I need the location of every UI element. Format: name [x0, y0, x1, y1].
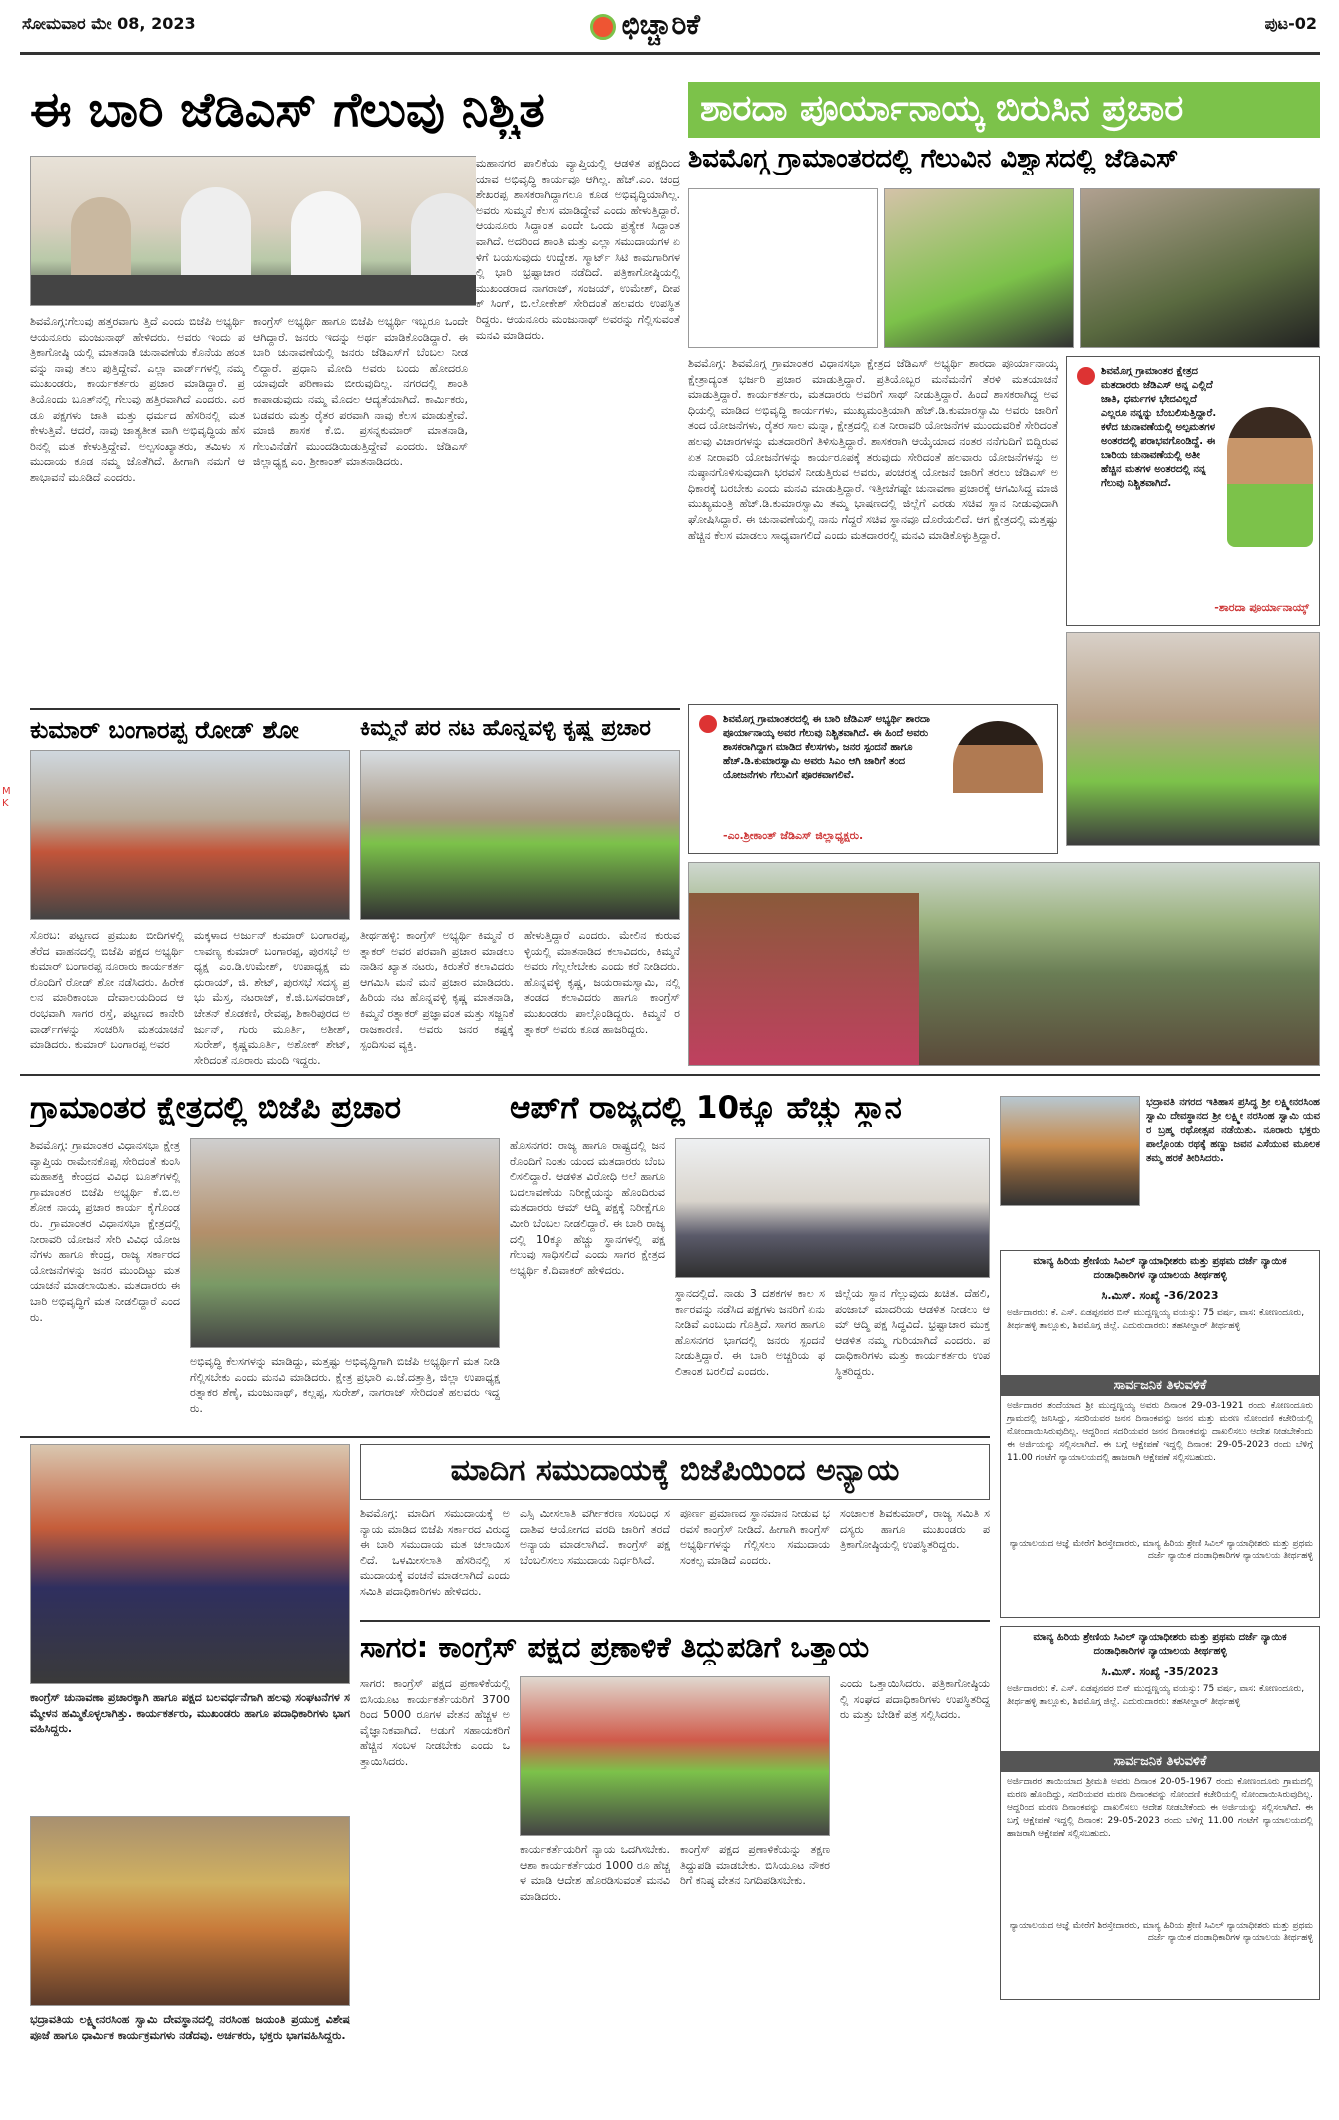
story1-col3: ಮಹಾನಗರ ಪಾಲಿಕೆಯ ವ್ಯಾಪ್ತಿಯಲ್ಲಿ ಆಡಳಿತ ಪಕ್ಷದಿಂದ ಯಾವ ಅಭಿವೃದ್ಧಿ ಕಾರ್ಯವೂ ಆಗಿಲ್ಲ. ಹೆಚ್.ಎಂ. ಚಂದ್ರಶೇಖರಪ್ಪ ಶಾಸಕರಾಗಿದ್ದಾಗಲೂ ಕೂಡ ಅಭಿವೃದ್ಧಿಯಾಗಿಲ್ಲ. ಅವರು ಸುಮ್ಮನೆ ಕೆಲಸ ಮಾಡಿದ್ದೇವೆ ಎಂದು ಹೇಳುತ್ತಿದ್ದಾರೆ. ಆಯನೂರು ಸಿದ್ದಾಂತ ಎಂದೇ ಒಂದು ಪ್ರತ್ಯೇಕ ಸಿದ್ದಾಂತವಾಗಿದೆ. ಅದರಿಂದ ಶಾಂತಿ ಮತ್ತು ಎಲ್ಲಾ ಸಮುದಾಯಗಳ ಏಳಿಗೆ ಬಯಸುವುದು ಉದ್ದೇಶ. ಸ್ಮಾರ್ಟ್ ಸಿಟಿ ಕಾಮಗಾರಿಗಳಲ್ಲಿ ಭಾರಿ ಭ್ರಷ್ಟಾಚಾರ ನಡೆದಿದೆ. ಪತ್ರಿಕಾಗೋಷ್ಠಿಯಲ್ಲಿ ಮುಖಂಡರಾದ ನಾಗರಾಜ್, ಸಂಜಯ್, ಉಮೇಶ್, ದೀಪಕ್ ಸಿಂಗ್, ಬಿ.ಲೋಕೇಶ್ ಸೇರಿದಂತೆ ಹಲವರು ಉಪಸ್ಥಿತರಿದ್ದರು. ಆಯನೂರು ಮಂಜುನಾಥ್ ಅವರನ್ನು ಗೆಲ್ಲಿಸುವಂತೆ ಮನವಿ ಮಾಡಿದರು.: [476, 156, 680, 704]
notice2-court: ಮಾನ್ಯ ಹಿರಿಯ ಶ್ರೇಣಿಯ ಸಿವಿಲ್ ನ್ಯಾಯಾಧೀಶರು ಮತ್ತು ಪ್ರಥಮ ದರ್ಜೆ ನ್ಯಾಯಿಕ ದಂಡಾಧಿಕಾರಿಗಳ ನ್ಯಾಯಾಲಯ ತೀರ್ಥಹಳ್ಳಿ: [1033, 1632, 1287, 1657]
story2-quote1-box: [1066, 356, 1320, 626]
notice2-case: ಸಿ.ಮಿಸ್. ಸಂಖ್ಯೆ -35/2023: [1101, 1665, 1219, 1678]
notice1-title: ಸಾರ್ವಜನಿಕ ತಿಳುವಳಿಕೆ: [1001, 1375, 1319, 1396]
story2-headline-bar: [688, 82, 1320, 138]
story8-col2: ಎಸ್ಸಿ ಮೀಸಲಾತಿ ವರ್ಗೀಕರಣ ಸಂಬಂಧ ಸದಾಶಿವ ಆಯೋಗದ ವರದಿ ಜಾರಿಗೆ ತರದೆ ಅನ್ಯಾಯ ಮಾಡಲಾಗಿದೆ. ಕಾಂಗ್ರೆಸ್ ಪಕ್ಷ ಬೆಂಬಲಿಸಲು ಸಮುದಾಯ ನಿರ್ಧರಿಸಿದೆ.: [520, 1506, 670, 1616]
story2-quote2-sig: -ಎಂ.ಶ್ರೀಕಾಂತ್ ಜೆಡಿಎಸ್ ಜಿಲ್ಲಾಧ್ಯಕ್ಷರು.: [723, 829, 864, 842]
story9-col2: ಕಾರ್ಯಕರ್ತೆಯರಿಗೆ ನ್ಯಾಯ ಒದಗಿಸಬೇಕು. ಆಶಾ ಕಾರ್ಯಕರ್ತೆಯರ 1000 ರೂ ಹೆಚ್ಚಳ ಮಾಡಿ ಆದೇಶ ಹೊರಡಿಸುವಂತೆ ಮನವಿ ಮಾಡಿದರು.: [520, 1842, 670, 2112]
photo-caption2: ಭದ್ರಾವತಿಯ ಲಕ್ಷ್ಮೀನರಸಿಂಹ ಸ್ವಾಮಿ ದೇವಸ್ಥಾನದಲ್ಲಿ ನರಸಿಂಹ ಜಯಂತಿ ಪ್ರಯುಕ್ತ ವಿಶೇಷ ಪೂಜೆ ಹಾಗೂ ಧಾರ್ಮಿಕ ಕಾರ್ಯಕ್ರಮಗಳು ನಡೆದವು. ಅರ್ಚಕರು, ಭಕ್ತರು ಭಾಗವಹಿಸಿದ್ದರು.: [30, 2012, 350, 2112]
story9-col1: ಸಾಗರ: ಕಾಂಗ್ರೆಸ್ ಪಕ್ಷದ ಪ್ರಣಾಳಿಕೆಯಲ್ಲಿ ಬಿಸಿಯೂಟ ಕಾರ್ಯಕರ್ತೆಯರಿಗೆ 3700 ರಿಂದ 5000 ರೂಗಳ ವೇತನ ಹೆಚ್ಚಳ ಅವೈಜ್ಞಾನಿಕವಾಗಿದೆ. ಅಡುಗೆ ಸಹಾಯಕರಿಗೆ ಹೆಚ್ಚಿನ ಸಂಬಳ ನೀಡಬೇಕು ಎಂದು ಒತ್ತಾಯಿಸಿದರು.: [360, 1676, 510, 2112]
divider: [20, 1436, 990, 1438]
story9-photo: [520, 1676, 830, 1836]
story2-quote1: ಶಿವಮೊಗ್ಗ ಗ್ರಾಮಾಂತರ ಕ್ಷೇತ್ರದ ಮತದಾರರು ಜೆಡಿಎಸ್ ಅನ್ನ ಎಲ್ಲಿದೆ ಜಾತಿ, ಧರ್ಮಗಳ ಭೇದವಿಲ್ಲದೆ ಎಲ್ಲರೂ ನನ್ನನ್ನು ಬೆಂಬಲಿಸುತ್ತಿದ್ದಾರೆ. ಕಳೆದ ಚುನಾವಣೆಯಲ್ಲಿ ಅಲ್ಪಮತಗಳ ಅಂತರದಲ್ಲಿ ಪರಾಭವಗೊಂಡಿದ್ದೆ. ಈ ಬಾರಿಯ ಚುನಾವಣೆಯಲ್ಲಿ ಅತೀ ಹೆಚ್ಚಿನ ಮತಗಳ ಅಂತರದಲ್ಲಿ ನನ್ನ ಗೆಲುವು ನಿಶ್ಚಿತವಾಗಿದೆ.: [1101, 366, 1217, 489]
masthead-date: ಸೋಮವಾರ ಮೇ 08, 2023: [22, 14, 196, 33]
story4-headline: ಕಿಮ್ಮನೆ ಪರ ನಟ ಹೊನ್ನವಳ್ಳಿ ಕೃಷ್ಣ ಪ್ರಚಾರ: [360, 716, 651, 741]
story1-col1: ಶಿವಮೊಗ್ಗ:ಗೆಲುವು ಹತ್ತರವಾಗು ತ್ತಿದೆ ಎಂದು ಬಿಜೆಪಿ ಅಭ್ಯರ್ಥಿ ಆಯನೂರು ಮಂಜುನಾಥ್ ಹೇಳಿದರು. ಅವರು ಇಂದು ಪತ್ರಿಕಾಗೋಷ್ಠಿ ಯಲ್ಲಿ ಮಾತನಾಡಿ ಚುನಾವಣೆಯ ಕೊನೆಯ ಹಂತವನ್ನು ನಾವು ತಲು ಪುತ್ತಿದ್ದೇವೆ. ಎಲ್ಲಾ ವಾರ್ಡ್‌ಗಳಲ್ಲಿ ನಮ್ಮ ಮುಖಂಡರು, ಕಾರ್ಯಕರ್ತರು ಪ್ರಚಾರ ಮಾಡಿದ್ದಾರೆ. ಪ್ರತಿಯೊಂದು ಬೂತ್‌ನಲ್ಲಿ ಗೆಲುವು ಹತ್ತಿರವಾಗಿದೆ ಎಂದರು. ಎರಡೂ ಪಕ್ಷಗಳು ಜಾತಿ ಮತ್ತು ಧರ್ಮದ ಹೆಸರಿನಲ್ಲಿ ಮತ ಕೇಳುತ್ತಿವೆ. ಆದರೆ, ನಾವು ಜಾತ್ಯತೀತ ವಾಗಿ ಅಭಿವೃದ್ಧಿಯ ಹೆಸರಿನಲ್ಲಿ ಮತ ಕೇಳುತ್ತಿದ್ದೇವೆ. ಅಲ್ಪಸಂಖ್ಯಾತರು, ತಮಿಳು ಸಮುದಾಯ ಕೂಡ ನಮ್ಮ ಜೊತೆಗಿದೆ. ಹೀಗಾಗಿ ನಮಗೆ ಆಶಾಭಾವನೆ ಮೂಡಿದೆ ಎಂದರು.: [30, 314, 245, 704]
story1-headline: ಈ ಬಾರಿ ಜೆಡಿಎಸ್ ಗೆಲುವು ನಿಶ್ಚಿತ: [30, 82, 545, 138]
story6-col3: ಜಿಲ್ಲೆಯ ಸ್ಥಾನ ಗೆಲ್ಲುವುದು ಖಚಿತ. ದೆಹಲಿ, ಪಂಜಾಬ್ ಮಾದರಿಯ ಆಡಳಿತ ನೀಡಲು ಆಮ್ ಆದ್ಮಿ ಪಕ್ಷ ಸಿದ್ಧವಿದೆ. ಭ್ರಷ್ಟಾಚಾರ ಮುಕ್ತ ಆಡಳಿತ ನಮ್ಮ ಗುರಿಯಾಗಿದೆ ಎಂದರು. ಪದಾಧಿಕಾರಿಗಳು ಮತ್ತು ಕಾರ್ಯಕರ್ತರು ಉಪಸ್ಥಿತರಿದ್ದರು.: [835, 1286, 990, 1428]
story5-col2: ಅಭಿವೃದ್ಧಿ ಕೆಲಸಗಳನ್ನು ಮಾಡಿದ್ದು, ಮತ್ತಷ್ಟು ಅಭಿವೃದ್ಧಿಗಾಗಿ ಬಿಜೆಪಿ ಅಭ್ಯರ್ಥಿಗೆ ಮತ ನೀಡಿ ಗೆಲ್ಲಿಸಬೇಕು ಎಂದು ಮನವಿ ಮಾಡಿದರು. ಕ್ಷೇತ್ರ ಪ್ರಭಾರಿ ಎ.ಜೆ.ದತ್ತಾತ್ರಿ, ಜಿಲ್ಲಾ ಉಪಾಧ್ಯಕ್ಷ ರತ್ನಾಕರ ಶೆಣೈ, ಮಂಜುನಾಥ್, ಕಲ್ಲಪ್ಪ, ಸುರೇಶ್, ನಾಗರಾಜ್ ಸೇರಿದಂತೆ ಹಲವರು ಇದ್ದರು.: [190, 1354, 500, 1428]
divider: [30, 708, 680, 710]
story9-col3: ಕಾಂಗ್ರೆಸ್ ಪಕ್ಷದ ಪ್ರಣಾಳಿಕೆಯನ್ನು ತಕ್ಷಣ ತಿದ್ದುಪಡಿ ಮಾಡಬೇಕು. ಬಿಸಿಯೂಟ ನೌಕರರಿಗೆ ಕನಿಷ್ಠ ವೇತನ ನಿಗದಿಪಡಿಸಬೇಕು.: [680, 1842, 830, 2112]
story8-col3: ಪೂರ್ಣ ಪ್ರಮಾಣದ ಸ್ಥಾನಮಾನ ನೀಡುವ ಭರವಸೆ ಕಾಂಗ್ರೆಸ್ ನೀಡಿದೆ. ಹೀಗಾಗಿ ಕಾಂಗ್ರೆಸ್ ಅಭ್ಯರ್ಥಿಗಳನ್ನು ಗೆಲ್ಲಿಸಲು ಸಮುದಾಯ ಸಂಕಲ್ಪ ಮಾಡಿದೆ ಎಂದರು.: [680, 1506, 830, 1616]
avatar: [1227, 407, 1313, 547]
masthead-rule: [20, 52, 1320, 55]
story5-col1: ಶಿವಮೊಗ್ಗ: ಗ್ರಾಮಾಂತರ ವಿಧಾನಸಭಾ ಕ್ಷೇತ್ರ ವ್ಯಾಪ್ತಿಯ ರಾಮೇನಕೊಪ್ಪ ಸೇರಿದಂತೆ ಕುಂಸಿ ಮಹಾಶಕ್ತಿ ಕೇಂದ್ರದ ವಿವಿಧ ಬೂತ್‌ಗಳಲ್ಲಿ ಗ್ರಾಮಾಂತರ ಬಿಜೆಪಿ ಅಭ್ಯರ್ಥಿ ಕೆ.ಬಿ.ಅಶೋಕ ನಾಯ್ಕ ಪ್ರಚಾರ ಕಾರ್ಯ ಕೈಗೊಂಡರು. ಗ್ರಾಮಾಂತರ ವಿಧಾನಸಭಾ ಕ್ಷೇತ್ರದಲ್ಲಿ ನೀರಾವರಿ ಯೋಜನೆ ಸೇರಿ ವಿವಿಧ ಯೋಜನೆಗಳು ಹಾಗೂ ಕೇಂದ್ರ, ರಾಜ್ಯ ಸರ್ಕಾರದ ಯೋಜನೆಗಳನ್ನು ಜನರ ಮುಂದಿಟ್ಟು ಮತಯಾಚನೆ ಮಾಡಲಾಯಿತು. ಮತದಾರರು ಈ ಬಾರಿ ಅಭಿವೃದ್ಧಿಗೆ ಮತ ನೀಡಲಿದ್ದಾರೆ ಎಂದರು.: [30, 1138, 180, 1428]
story8-headline-box: [360, 1444, 990, 1500]
story2-body: ಶಿವಮೊಗ್ಗ: ಶಿವಮೊಗ್ಗ ಗ್ರಾಮಾಂತರ ವಿಧಾನಸಭಾ ಕ್ಷೇತ್ರದ ಜೆಡಿಎಸ್ ಅಭ್ಯರ್ಥಿ ಶಾರದಾ ಪೂರ್ಯಾನಾಯ್ಕ ಕ್ಷೇತ್ರಾದ್ಯಂತ ಭರ್ಜರಿ ಪ್ರಚಾರ ಮಾಡುತ್ತಿದ್ದಾರೆ. ಪ್ರತಿಯೊಬ್ಬರ ಮನೆಮನೆಗೆ ತೆರಳಿ ಮತಯಾಚನೆ ಮಾಡುತ್ತಿದ್ದಾರೆ. ಕಾರ್ಯಕರ್ತರು, ಮತದಾರರು ಅವರಿಗೆ ಸಾಥ್ ನೀಡುತ್ತಿದ್ದಾರೆ. ಹಿಂದೆ ಶಾಸಕರಾಗಿದ್ದ ಅವಧಿಯಲ್ಲಿ ಮಾಡಿದ ಅಭಿವೃದ್ಧಿ ಕಾರ್ಯಗಳು, ಮುಖ್ಯಮಂತ್ರಿಯಾಗಿ ಹೆಚ್.ಡಿ.ಕುಮಾರಸ್ವಾಮಿ ಅವರು ಜಾರಿಗೆ ತಂದ ಯೋಜನೆಗಳು, ರೈತರ ಸಾಲ ಮನ್ನಾ, ಕ್ಷೇತ್ರದಲ್ಲಿ ಏತ ನೀರಾವರಿ ಯೋಜನೆಗಳ ಮುಂದುವರಿಕೆ ಸೇರಿದಂತೆ ಹಲವು ವಿಚಾರಗಳನ್ನು ಮತದಾರರಿಗೆ ತಿಳಿಸುತ್ತಿದ್ದಾರೆ. ಶಾಸಕರಾಗಿ ಆಯ್ಕೆಯಾದ ನಂತರ ನನೆಗುದಿಗೆ ಬಿದ್ದಿರುವ ಏತ ನೀರಾವರಿ ಯೋಜನೆಗಳನ್ನು ಕಾರ್ಯರೂಪಕ್ಕೆ ತರುವುದು ಸೇರಿದಂತೆ ಹಲವಾರು ಯೋಜನೆಗಳನ್ನು ಅನುಷ್ಠಾನಗೊಳಿಸುವುದಾಗಿ ಭರವಸೆ ನೀಡುತ್ತಿರುವ ಅವರು, ಪಂಚರತ್ನ ಯೋಜನೆ ಜಾರಿಗೆ ತರಲು ಜೆಡಿಎಸ್ ಅಧಿಕಾರಕ್ಕೆ ಬರಬೇಕು ಎಂದು ಮನವಿ ಮಾಡುತ್ತಿದ್ದಾರೆ. ಇತ್ತೀಚೆಗಷ್ಟೇ ಚುನಾವಣಾ ಪ್ರಚಾರಕ್ಕೆ ಆಗಮಿಸಿದ್ದ ಮಾಜಿ ಮುಖ್ಯಮಂತ್ರಿ ಹೆಚ್.ಡಿ.ಕುಮಾರಸ್ವಾಮಿ ತಮ್ಮ ಭಾಷಣದಲ್ಲಿ ಜಿಲ್ಲೆಗೆ ಎರಡು ಸಚಿವ ಸ್ಥಾನ ನೀಡುವುದಾಗಿ ಘೋಷಿಸಿದ್ದಾರೆ. ಈ ಚುನಾವಣೆಯಲ್ಲಿ ನಾನು ಗೆದ್ದರೆ ಸಚಿವ ಸ್ಥಾನವೂ ದೊರೆಯಲಿದೆ. ಆಗ ಕ್ಷೇತ್ರದಲ್ಲಿ ಮತ್ತಷ್ಟು ಹೆಚ್ಚಿನ ಕೆಲಸ ಮಾಡಲು ಸಾಧ್ಯವಾಗಲಿದೆ ಎಂದು ಮತದಾರರಲ್ಲಿ ಮನವಿ ಮಾಡಿಕೊಳ್ಳುತ್ತಿದ್ದಾರೆ.: [688, 356, 1058, 696]
story2-photo-5: [688, 862, 1320, 1066]
masthead: [0, 0, 1339, 58]
notice2-sign: ನ್ಯಾಯಾಲಯದ ಆಜ್ಞೆ ಮೇರೆಗೆ ಶಿರಸ್ತೇದಾರರು, ಮಾನ್ಯ ಹಿರಿಯ ಶ್ರೇಣಿ ಸಿವಿಲ್ ನ್ಯಾಯಾಧೀಶರು ಮತ್ತು ಪ್ರಥಮ ದರ್ಜೆ ನ್ಯಾಯಿಕ ದಂಡಾಧಿಕಾರಿಗಳ ನ್ಯಾಯಾಲಯ ತೀರ್ಥಹಳ್ಳಿ: [1009, 1921, 1313, 1943]
story4-col1: ತೀರ್ಥಹಳ್ಳಿ: ಕಾಂಗ್ರೆಸ್ ಅಭ್ಯರ್ಥಿ ಕಿಮ್ಮನೆ ರತ್ನಾಕರ್ ಅವರ ಪರವಾಗಿ ಪ್ರಚಾರ ಮಾಡಲು ನಾಡಿನ ಖ್ಯಾತ ನಟರು, ಕಿರುತೆರೆ ಕಲಾವಿದರು ಆಗಮಿಸಿ ಮನೆ ಮನೆ ಪ್ರಚಾರ ಮಾಡಿದರು. ಹಿರಿಯ ನಟ ಹೊನ್ನವಳ್ಳಿ ಕೃಷ್ಣ ಮಾತನಾಡಿ, ಕಿಮ್ಮನೆ ರತ್ನಾಕರ್ ಪ್ರಜ್ಞಾವಂತ ಮತ್ತು ಸಜ್ಜನಿಕೆ ರಾಜಕಾರಣಿ. ಅವರು ಜನರ ಕಷ್ಟಕ್ಕೆ ಸ್ಪಂದಿಸುವ ವ್ಯಕ್ತಿ.: [360, 928, 514, 1068]
story2-photo-2: [884, 188, 1074, 348]
story2-photo-4: [1066, 632, 1320, 846]
story3-headline: ಕುಮಾರ್ ಬಂಗಾರಪ್ಪ ರೋಡ್ ಶೋ: [30, 716, 299, 744]
story4-col2: ಹೇಳುತ್ತಿದ್ದಾರೆ ಎಂದರು. ಮೇಲಿನ ಕುರುವಳ್ಳಿಯಲ್ಲಿ ಮಾತನಾಡಿದ ಕಲಾವಿದರು, ಕಿಮ್ಮನೆ ಅವರು ಗೆಲ್ಲಲೇಬೇಕು ಎಂದು ಕರೆ ನೀಡಿದರು. ಹೊನ್ನವಳ್ಳಿ ಕೃಷ್ಣ, ಜಯರಾಮಸ್ವಾಮಿ, ನಲ್ಲಿ ತಂಡದ ಕಲಾವಿದರು ಹಾಗೂ ಕಾಂಗ್ರೆಸ್ ಮುಖಂಡರು ಪಾಲ್ಗೊಂಡಿದ್ದರು. ಕಿಮ್ಮನೆ ರತ್ನಾಕರ್ ಅವರು ಕೂಡ ಹಾಜರಿದ್ದರು.: [524, 928, 680, 1068]
quote-icon: [1077, 367, 1095, 385]
congress-meeting-photo: [30, 1444, 350, 1684]
story3-col1: ಸೊರಬ: ಪಟ್ಟಣದ ಪ್ರಮುಖ ಬೀದಿಗಳಲ್ಲಿ ತೆರೆದ ವಾಹನದಲ್ಲಿ ಬಿಜೆಪಿ ಪಕ್ಷದ ಅಭ್ಯರ್ಥಿ ಕುಮಾರ್ ಬಂಗಾರಪ್ಪ ನೂರಾರು ಕಾರ್ಯಕರ್ತರೊಂದಿಗೆ ರೋಡ್ ಶೋ ನಡೆಸಿದರು. ಹಿರೇಕಲನ ಮಾರಿಕಾಂಬಾ ದೇವಾಲಯದಿಂದ ಆರಂಭವಾಗಿ ಸಾಗರ ರಸ್ತೆ, ಪಟ್ಟಣದ ಕಾನೇರಿ ವಾರ್ಡ್‌ಗಳನ್ನು ಸಂಚರಿಸಿ ಮತಯಾಚನೆ ಮಾಡಿದರು. ಕುಮಾರ್ ಬಂಗಾರಪ್ಪ ಅವರ: [30, 928, 184, 1068]
story5-headline: ಗ್ರಾಮಾಂತರ ಕ್ಷೇತ್ರದಲ್ಲಿ ಬಿಜೆಪಿ ಪ್ರಚಾರ: [30, 1090, 402, 1126]
notice1-parties: ಅರ್ಜಿದಾರರು: ಕೆ. ಎಸ್. ಏಡಪ್ಪನವರ ಬಿನ್ ಮುದ್ದಣ್ಣಯ್ಯ ವಯಸ್ಸು: 75 ವರ್ಷ, ವಾಸ: ಕೋಣಂದೂರು, ತೀರ್ಥಹಳ್ಳಿ ತಾಲ್ಲೂಕು, ಶಿವಮೊಗ್ಗ ಜಿಲ್ಲೆ. ಎದುರುದಾರರು: ತಹಸೀಲ್ದಾರ್ ತೀರ್ಥಹಳ್ಳಿ: [1007, 1308, 1305, 1331]
page-number: ಪುಟ-02: [1264, 14, 1317, 33]
story6-headline: ಆಪ್‌ಗೆ ರಾಜ್ಯದಲ್ಲಿ 10ಕ್ಕೂ ಹೆಚ್ಚು ಸ್ಥಾನ: [510, 1090, 902, 1126]
notice1-sign: ನ್ಯಾಯಾಲಯದ ಆಜ್ಞೆ ಮೇರೆಗೆ ಶಿರಸ್ತೇದಾರರು, ಮಾನ್ಯ ಹಿರಿಯ ಶ್ರೇಣಿ ಸಿವಿಲ್ ನ್ಯಾಯಾಧೀಶರು ಮತ್ತು ಪ್ರಥಮ ದರ್ಜೆ ನ್ಯಾಯಿಕ ದಂಡಾಧಿಕಾರಿಗಳ ನ್ಯಾಯಾಲಯ ತೀರ್ಥಹಳ್ಳಿ: [1009, 1539, 1313, 1561]
story4-photo: [360, 750, 680, 920]
story2-photo-1: [688, 188, 878, 348]
story2-quote2-box: [688, 704, 1058, 854]
notice1-body: ಅರ್ಜಿದಾರರ ತಂದೆಯಾದ ಶ್ರೀ ಮುದ್ದಣ್ಣಯ್ಯ ಅವರು ದಿನಾಂಕ 29-03-1921 ರಂದು ಕೋಣಂದೂರು ಗ್ರಾಮದಲ್ಲಿ ಜನಿಸಿದ್ದು, ಸದರಿಯವರ ಜನನ ದಿನಾಂಕವನ್ನು ಜನನ ಮತ್ತು ಮರಣ ನೋಂದಣಿ ಕಚೇರಿಯಲ್ಲಿ ನೋಂದಾಯಿಸಿರುವುದಿಲ್ಲ. ಆದ್ದರಿಂದ ಸದರಿಯವರ ಜನನ ದಿನಾಂಕವನ್ನು ದಾಖಲಿಸಲು ಆದೇಶ ನೀಡಬೇಕೆಂದು ಈ ಅರ್ಜಿಯನ್ನು ಸಲ್ಲಿಸಲಾಗಿದೆ. ಈ ಬಗ್ಗೆ ಆಕ್ಷೇಪಣೆ ಇದ್ದಲ್ಲಿ ದಿನಾಂಕ: 29-05-2023 ರಂದು ಬೆಳಿಗ್ಗೆ 11.00 ಗಂಟೆಗೆ ನ್ಯಾಯಾಲಯದಲ್ಲಿ ಹಾಜರಾಗಿ ಆಕ್ಷೇಪಣೆ ಸಲ್ಲಿಸಬಹುದು.: [1007, 1401, 1313, 1463]
notice2: [1000, 1626, 1320, 2000]
story5-photo: [190, 1138, 500, 1348]
temple-ritual-photo: [30, 1816, 350, 2006]
story2-headline: ಶಾರದಾ ಪೂರ್ಯಾನಾಯ್ಕ ಬಿರುಸಿನ ಪ್ರಚಾರ: [700, 88, 1184, 129]
notice2-title: ಸಾರ್ವಜನಿಕ ತಿಳುವಳಿಕೆ: [1001, 1751, 1319, 1772]
notice2-parties: ಅರ್ಜಿದಾರರು: ಕೆ. ಎಸ್. ಏಡಪ್ಪನವರ ಬಿನ್ ಮುದ್ದಣ್ಣಯ್ಯ ವಯಸ್ಸು: 75 ವರ್ಷ, ವಾಸ: ಕೋಣಂದೂರು, ತೀರ್ಥಹಳ್ಳಿ ತಾಲ್ಲೂಕು, ಶಿವಮೊಗ್ಗ ಜಿಲ್ಲೆ. ಎದುರುದಾರರು: ತಹಸೀಲ್ದಾರ್ ತೀರ್ಥಹಳ್ಳಿ: [1007, 1684, 1305, 1707]
notice1: [1000, 1250, 1320, 1618]
story7-body: ಭದ್ರಾವತಿ ನಗರದ ಇತಿಹಾಸ ಪ್ರಸಿದ್ಧ ಶ್ರೀ ಲಕ್ಷ್ಮೀನರಸಿಂಹ ಸ್ವಾಮಿ ದೇವಸ್ಥಾನದ ಶ್ರೀ ಲಕ್ಷ್ಮೀ ನರಸಿಂಹ ಸ್ವಾಮಿ ಯವರ ಬ್ರಹ್ಮ ರಥೋತ್ಸವ ನಡೆಯಿತು. ನೂರಾರು ಭಕ್ತರು ಪಾಲ್ಗೊಂಡು ರಥಕ್ಕೆ ಹಣ್ಣು ಜವನ ಎಸೆಯುವ ಮೂಲಕ ತಮ್ಮ ಹರಕೆ ತೀರಿಸಿದರು.: [1146, 1096, 1320, 1246]
story2-quote2: ಶಿವಮೊಗ್ಗ ಗ್ರಾಮಾಂತರದಲ್ಲಿ ಈ ಬಾರಿ ಜೆಡಿಎಸ್ ಅಭ್ಯರ್ಥಿ ಶಾರದಾ ಪೂರ್ಯಾನಾಯ್ಕ ಅವರ ಗೆಲುವು ನಿಶ್ಚಿತವಾಗಿದೆ. ಈ ಹಿಂದೆ ಅವರು ಶಾಸಕರಾಗಿದ್ದಾಗ ಮಾಡಿದ ಕೆಲಸಗಳು, ಜನರ ಸ್ಪಂದನೆ ಹಾಗೂ ಹೆಚ್.ಡಿ.ಕುಮಾರಸ್ವಾಮಿ ಅವರು ಸಿಎಂ ಆಗಿ ಜಾರಿಗೆ ತಂದ ಯೋಜನೆಗಳು ಗೆಲುವಿಗೆ ಪೂರಕವಾಗಲಿವೆ.: [723, 714, 930, 781]
notice1-case: ಸಿ.ಮಿಸ್. ಸಂಖ್ಯೆ -36/2023: [1101, 1289, 1219, 1302]
story3-photo: [30, 750, 350, 920]
quote-icon: [699, 715, 717, 733]
story2-quote1-sig: -ಶಾರದಾ ಪೂರ್ಯಾನಾಯ್ಕ್: [1214, 601, 1309, 614]
story8-col4: ಸಂಚಾಲಕ ಶಿವಕುಮಾರ್, ರಾಜ್ಯ ಸಮಿತಿ ಸದಸ್ಯರು ಹಾಗೂ ಮುಖಂಡರು ಪತ್ರಿಕಾಗೋಷ್ಠಿಯಲ್ಲಿ ಉಪಸ್ಥಿತರಿದ್ದರು.: [840, 1506, 990, 1616]
story6-col2: ಸ್ಥಾನದಲ್ಲಿದೆ. ನಾಡು 3 ದಶಕಗಳ ಕಾಲ ಸರ್ಕಾರವನ್ನು ನಡೆಸಿದ ಪಕ್ಷಗಳು ಜನರಿಗೆ ಏನು ನೀಡಿವೆ ಎಂಬುದು ಗೊತ್ತಿದೆ. ಸಾಗರ ಹಾಗೂ ಹೊಸನಗರ ಭಾಗದಲ್ಲಿ ಜನರು ಸ್ಪಂದನೆ ನೀಡುತ್ತಿದ್ದಾರೆ. ಈ ಬಾರಿ ಅಚ್ಚರಿಯ ಫಲಿತಾಂಶ ಬರಲಿದೆ ಎಂದರು.: [675, 1286, 825, 1428]
notice1-court: ಮಾನ್ಯ ಹಿರಿಯ ಶ್ರೇಣಿಯ ಸಿವಿಲ್ ನ್ಯಾಯಾಧೀಶರು ಮತ್ತು ಪ್ರಥಮ ದರ್ಜೆ ನ್ಯಾಯಿಕ ದಂಡಾಧಿಕಾರಿಗಳ ನ್ಯಾಯಾಲಯ ತೀರ್ಥಹಳ್ಳಿ: [1033, 1256, 1287, 1281]
story1-col2: ಕಾಂಗ್ರೆಸ್ ಅಭ್ಯರ್ಥಿ ಹಾಗೂ ಬಿಜೆಪಿ ಅಭ್ಯರ್ಥಿ ಇಬ್ಬರೂ ಒಂದೇ ಆಗಿದ್ದಾರೆ. ಜನರು ಇದನ್ನು ಅರ್ಥ ಮಾಡಿಕೊಂಡಿದ್ದಾರೆ. ಈ ಬಾರಿ ಚುನಾವಣೆಯಲ್ಲಿ ಜನರು ಜೆಡಿಎಸ್‌ಗೆ ಬೆಂಬಲ ನೀಡಲಿದ್ದಾರೆ. ಪ್ರಧಾನಿ ಮೋದಿ ಅವರು ಬಂದು ಹೋದರೂ ಯಾವುದೇ ಪರಿಣಾಮ ಬೀರುವುದಿಲ್ಲ. ನಗರದಲ್ಲಿ ಶಾಂತಿ ಕಾಪಾಡುವುದು ನಮ್ಮ ಮೊದಲ ಆದ್ಯತೆಯಾಗಿದೆ. ಕಾರ್ಮಿಕರು, ಬಡವರು ಮತ್ತು ರೈತರ ಪರವಾಗಿ ನಾವು ಕೆಲಸ ಮಾಡುತ್ತೇವೆ. ಮಾಜಿ ಶಾಸಕ ಕೆ.ಬಿ. ಪ್ರಸನ್ನಕುಮಾರ್ ಮಾತನಾಡಿ, ಗೆಲುವಿನೆಡೆಗೆ ಮುಂದಡಿಯಿಡುತ್ತಿದ್ದೇವೆ ಎಂದರು. ಜೆಡಿಎಸ್ ಜಿಲ್ಲಾಧ್ಯಕ್ಷ ಎಂ. ಶ್ರೀಕಾಂತ್ ಮಾತನಾಡಿದರು.: [253, 314, 468, 704]
story9-col4: ಎಂದು ಒತ್ತಾಯಿಸಿದರು. ಪತ್ರಿಕಾಗೋಷ್ಠಿಯಲ್ಲಿ ಸಂಘದ ಪದಾಧಿಕಾರಿಗಳು ಉಪಸ್ಥಿತರಿದ್ದರು ಮತ್ತು ಬೇಡಿಕೆ ಪತ್ರ ಸಲ್ಲಿಸಿದರು.: [840, 1676, 990, 2112]
notice2-body: ಅರ್ಜಿದಾರರ ತಾಯಿಯಾದ ಶ್ರೀಮತಿ ಅವರು ದಿನಾಂಕ 20-05-1967 ರಂದು ಕೋಣಂದೂರು ಗ್ರಾಮದಲ್ಲಿ ಮರಣ ಹೊಂದಿದ್ದು, ಸದರಿಯವರ ಮರಣ ದಿನಾಂಕವನ್ನು ನೋಂದಣಿ ಕಚೇರಿಯಲ್ಲಿ ನೋಂದಾಯಿಸಿರುವುದಿಲ್ಲ. ಆದ್ದರಿಂದ ಮರಣ ದಿನಾಂಕವನ್ನು ದಾಖಲಿಸಲು ಆದೇಶ ನೀಡಬೇಕೆಂದು ಈ ಅರ್ಜಿಯನ್ನು ಸಲ್ಲಿಸಲಾಗಿದೆ. ಈ ಬಗ್ಗೆ ಆಕ್ಷೇಪಣೆ ಇದ್ದಲ್ಲಿ ದಿನಾಂಕ: 29-05-2023 ರಂದು ಬೆಳಿಗ್ಗೆ 11.00 ಗಂಟೆಗೆ ನ್ಯಾಯಾಲಯದಲ್ಲಿ ಹಾಜರಾಗಿ ಆಕ್ಷೇಪಣೆ ಸಲ್ಲಿಸಬಹುದು.: [1007, 1777, 1313, 1839]
logo-circle-icon: [590, 14, 616, 40]
divider: [20, 1074, 1320, 1076]
story6-col1: ಹೊಸನಗರ: ರಾಜ್ಯ ಹಾಗೂ ರಾಷ್ಟ್ರದಲ್ಲಿ ಜನರೊಂದಿಗೆ ನಿಂತು ಯಂದ ಮತದಾರರು ಬೆಂಬಲಿಸಲಿದ್ದಾರೆ. ಆಡಳಿತ ವಿರೋಧಿ ಅಲೆ ಹಾಗೂ ಬದಲಾವಣೆಯ ನಿರೀಕ್ಷೆಯನ್ನು ಹೊಂದಿರುವ ಮತದಾರರು ಆಮ್ ಆದ್ಮಿ ಪಕ್ಷಕ್ಕೆ ನಿರೀಕ್ಷೆಗೂ ಮೀರಿ ಬೆಂಬಲ ನೀಡಲಿದ್ದಾರೆ. ಈ ಬಾರಿ ರಾಜ್ಯದಲ್ಲಿ 10ಕ್ಕೂ ಹೆಚ್ಚು ಸ್ಥಾನಗಳಲ್ಲಿ ಪಕ್ಷ ಗೆಲುವು ಸಾಧಿಸಲಿದೆ ಎಂದು ಸಾಗರ ಕ್ಷೇತ್ರದ ಅಭ್ಯರ್ಥಿ ಕೆ.ದಿವಾಕರ್ ಹೇಳಿದರು.: [510, 1138, 665, 1428]
story3-col2: ಮಕ್ಕಳಾದ ಅರ್ಜುನ್ ಕುಮಾರ್ ಬಂಗಾರಪ್ಪ, ಲಾವಣ್ಯ ಕುಮಾರ್ ಬಂಗಾರಪ್ಪ, ಪುರಸಭೆ ಅಧ್ಯಕ್ಷ ಎಂ.ಡಿ.ಉಮೇಶ್, ಉಪಾಧ್ಯಕ್ಷ ಮಧುರಾಯ್, ಜಿ. ಶೇಟ್, ಪುರಸಭೆ ಸದಸ್ಯ ಪ್ರಭು ಮೆಸ್ತ, ನಟರಾಜ್, ಕೆ.ಜಿ.ಬಸವರಾಜ್, ಚೇತನ್ ಕೊಡಕಣಿ, ರೇವಪ್ಪ, ಶಿಕಾರಿಪುರದ ಅರ್ಜುನ್, ಗುರು ಮೂರ್ತಿ, ಅಶೀಶ್, ಸುರೇಶ್, ಕೃಷ್ಣಮೂರ್ತಿ, ಅಶೋಕ್ ಶೇಟ್, ಸೇರಿದಂತೆ ನೂರಾರು ಮಂದಿ ಇದ್ದರು.: [194, 929, 350, 1067]
story6-photo: [675, 1138, 990, 1278]
story2-photo-3: [1080, 188, 1320, 348]
story7-photo: [1000, 1096, 1140, 1206]
photo-caption1: ಕಾಂಗ್ರೆಸ್ ಚುನಾವಣಾ ಪ್ರಚಾರಕ್ಕಾಗಿ ಹಾಗೂ ಪಕ್ಷದ ಬಲವರ್ಧನೆಗಾಗಿ ಹಲವು ಸಂಘಟನೆಗಳ ಸಮ್ಮೇಳನ ಹಮ್ಮಿಕೊಳ್ಳಲಾಗಿತ್ತು. ಕಾರ್ಯಕರ್ತರು, ಮುಖಂಡರು ಹಾಗೂ ಪದಾಧಿಕಾರಿಗಳು ಭಾಗವಹಿಸಿದ್ದರು.: [30, 1690, 350, 1810]
divider: [360, 1620, 990, 1622]
story9-headline: ಸಾಗರ: ಕಾಂಗ್ರೆಸ್ ಪಕ್ಷದ ಪ್ರಣಾಳಿಕೆ ತಿದ್ದುಪಡಿಗೆ ಒತ್ತಾಯ: [360, 1630, 870, 1664]
masthead-logo: [590, 6, 760, 46]
logo-text: ಛಿಚ್ಚಾರಿಕೆ: [622, 8, 700, 41]
story8-headline: ಮಾದಿಗ ಸಮುದಾಯಕ್ಕೆ ಬಿಜೆಪಿಯಿಂದ ಅನ್ಯಾಯ: [450, 1453, 900, 1488]
story2-subhead: ಶಿವಮೊಗ್ಗ ಗ್ರಾಮಾಂತರದಲ್ಲಿ ಗೆಲುವಿನ ವಿಶ್ವಾಸದಲ್ಲಿ ಜೆಡಿಎಸ್: [688, 144, 1179, 174]
side-marker: M K: [2, 786, 11, 809]
story8-col1: ಶಿವಮೊಗ್ಗ: ಮಾದಿಗ ಸಮುದಾಯಕ್ಕೆ ಅನ್ಯಾಯ ಮಾಡಿದ ಬಿಜೆಪಿ ಸರ್ಕಾರದ ವಿರುದ್ಧ ಈ ಬಾರಿ ಸಮುದಾಯ ಮತ ಚಲಾಯಿಸಲಿದೆ. ಒಳಮೀಸಲಾತಿ ಹೆಸರಿನಲ್ಲಿ ಸಮುದಾಯಕ್ಕೆ ವಂಚನೆ ಮಾಡಲಾಗಿದೆ ಎಂದು ಸಮಿತಿ ಪದಾಧಿಕಾರಿಗಳು ಹೇಳಿದರು.: [360, 1506, 510, 1616]
avatar: [953, 721, 1043, 841]
